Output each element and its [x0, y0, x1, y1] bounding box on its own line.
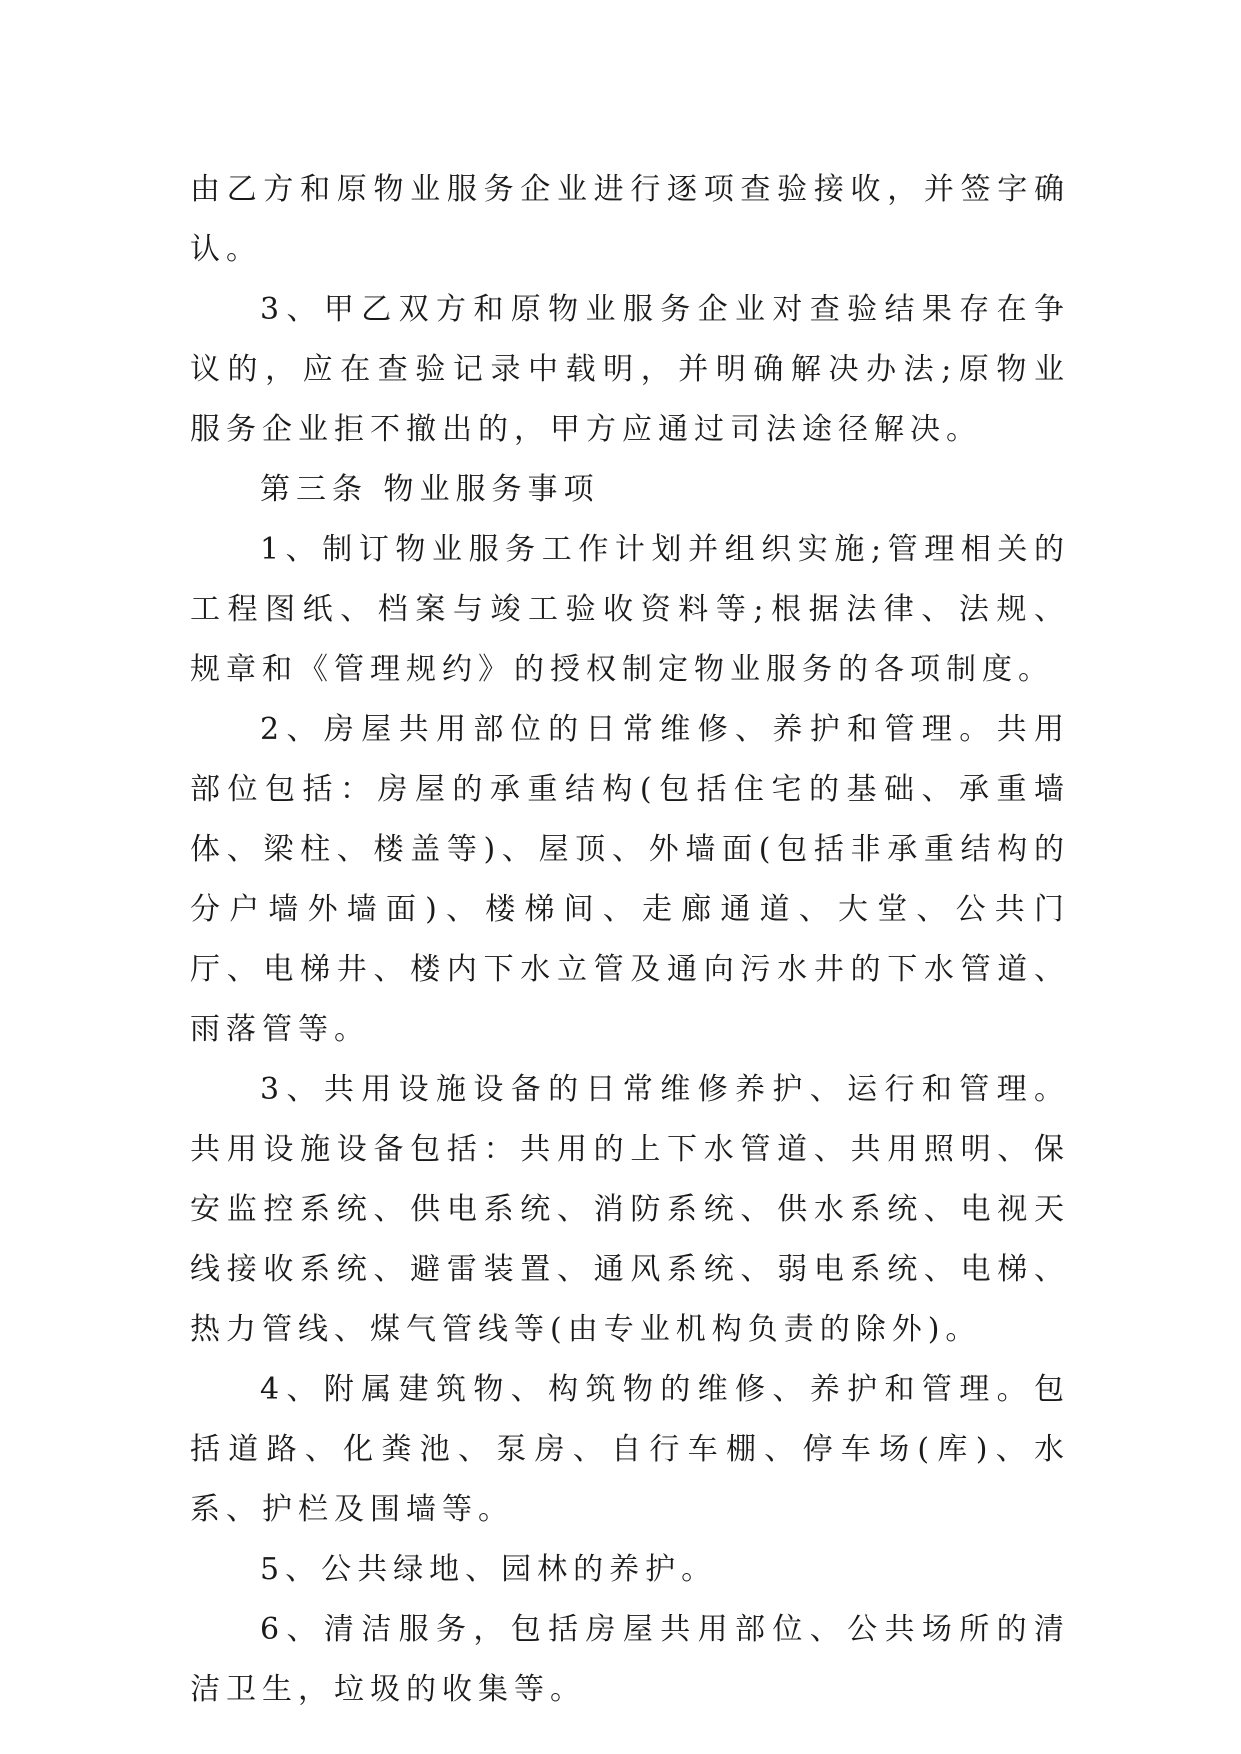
section-heading-article-3: 第三条 物业服务事项: [260, 472, 600, 507]
paragraph-item-2: 2、房屋共用部位的日常维修、养护和管理。共用部位包括：房屋的承重结构(包括住宅的基础、承重墙体、梁柱、楼盖等)、屋顶、外墙面(包括非承重结构的分户墙外墙面)、楼梯间、走廊通道、大堂、公共门厅、电梯井、楼内下水立管及通向污水井的下水管道、雨落管等。: [190, 712, 1070, 1047]
paragraph-item-6: 6、清洁服务，包括房屋共用部位、公共场所的清洁卫生，垃圾的收集等。: [190, 1612, 1070, 1707]
paragraph-clause-2-3: 3、甲乙双方和原物业服务企业对查验结果存在争议的，应在查验记录中载明，并明确解决办法;原物业服务企业拒不撤出的，甲方应通过司法途径解决。: [190, 292, 1070, 447]
paragraph-item-4: 4、附属建筑物、构筑物的维修、养护和管理。包括道路、化粪池、泵房、自行车棚、停车场(库)、水系、护栏及围墙等。: [190, 1372, 1070, 1527]
document-body: [190, 160, 1070, 1720]
paragraph-item-5: 5、公共绿地、园林的养护。: [260, 1552, 718, 1587]
paragraph-item-3: 3、共用设施设备的日常维修养护、运行和管理。共用设施设备包括：共用的上下水管道、共用照明、保安监控系统、供电系统、消防系统、供水系统、电视天线接收系统、避雷装置、通风系统、弱电系统、电梯、热力管线、煤气管线等(由专业机构负责的除外)。: [190, 1072, 1070, 1347]
paragraph-continuation: 由乙方和原物业服务企业进行逐项查验接收，并签字确认。: [190, 172, 1070, 267]
paragraph-item-1: 1、制订物业服务工作计划并组织实施;管理相关的工程图纸、档案与竣工验收资料等;根据法律、法规、规章和《管理规约》的授权制定物业服务的各项制度。: [190, 532, 1070, 687]
